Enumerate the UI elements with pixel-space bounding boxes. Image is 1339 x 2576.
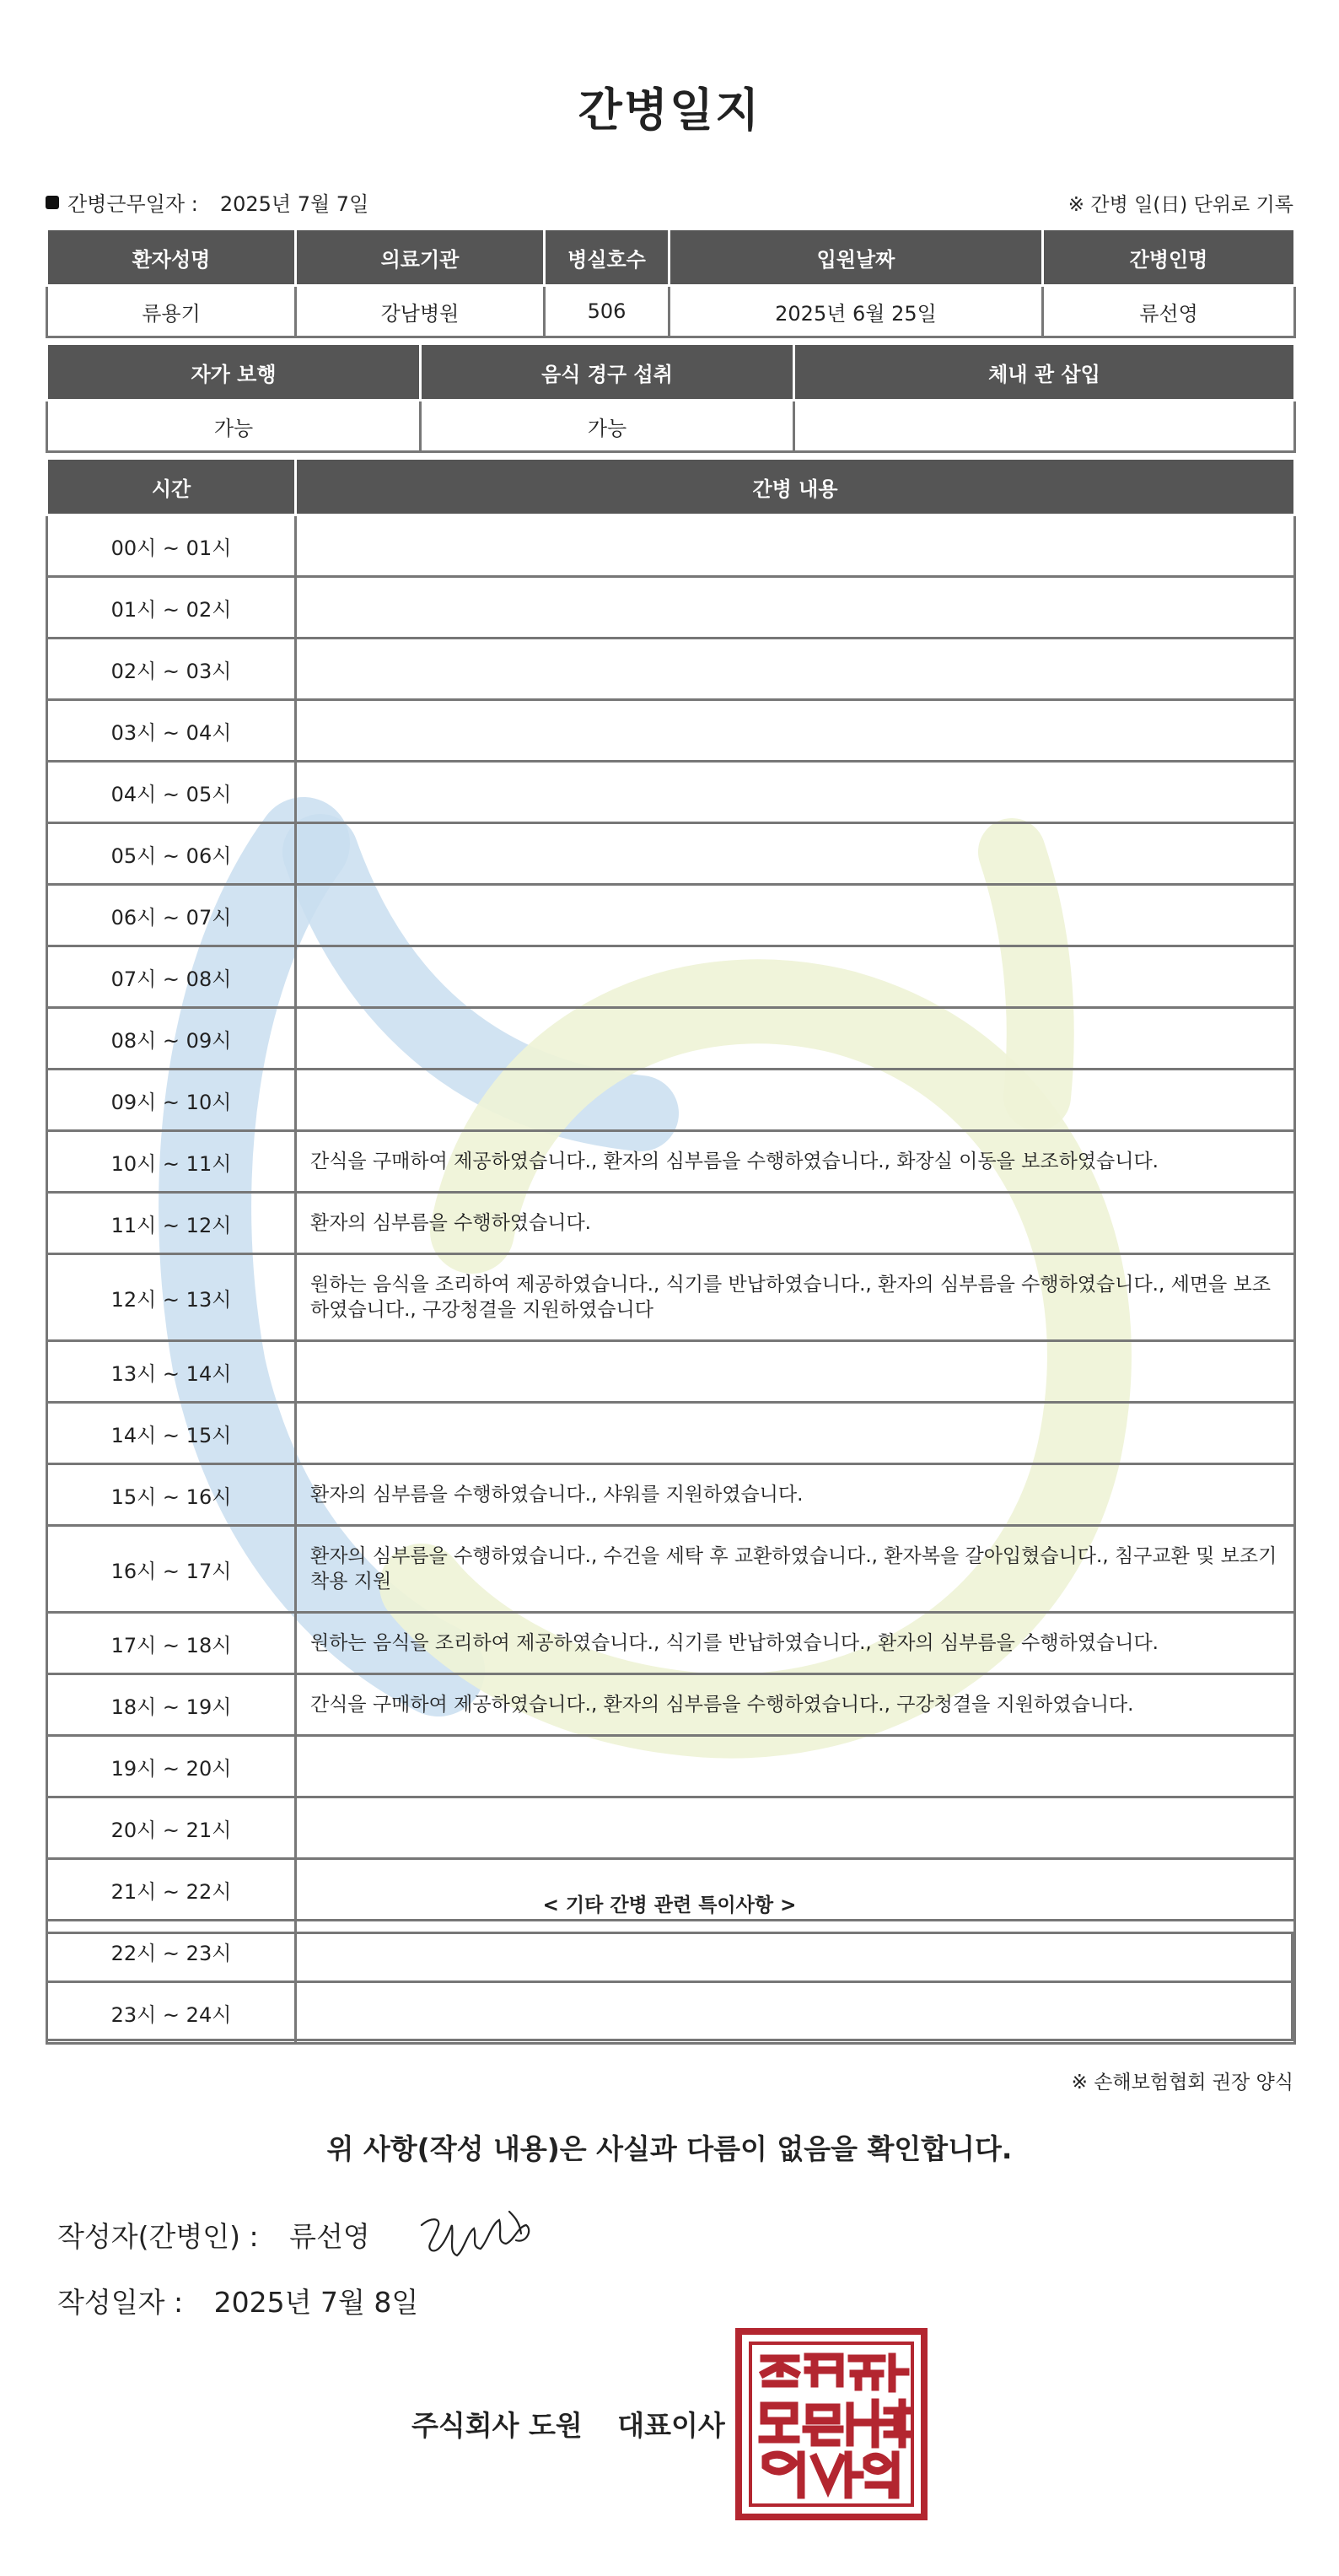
log-row bbox=[47, 639, 1295, 700]
log-row bbox=[47, 885, 1295, 946]
log-time: 18시 ~ 19시 bbox=[47, 1674, 296, 1736]
header-room: 병실호수 bbox=[545, 229, 670, 286]
caregiver-name: 류선영 bbox=[1043, 286, 1295, 337]
company-line bbox=[411, 2404, 725, 2444]
seal-pattern bbox=[747, 2340, 916, 2509]
log-row bbox=[47, 946, 1295, 1008]
log-content: 간식을 구매하여 제공하였습니다., 환자의 심부름을 수행하였습니다., 구강청결을 지원하였습니다. bbox=[296, 1674, 1295, 1736]
log-time: 10시 ~ 11시 bbox=[47, 1131, 296, 1193]
log-content bbox=[296, 762, 1295, 823]
oral-intake-value: 가능 bbox=[421, 401, 794, 452]
log-row bbox=[47, 1070, 1295, 1131]
log-row bbox=[47, 823, 1295, 885]
header-admission-date: 입원날짜 bbox=[670, 229, 1043, 286]
log-row bbox=[47, 1797, 1295, 1859]
header-oral-intake: 음식 경구 섭취 bbox=[421, 344, 794, 401]
log-content: 환자의 심부름을 수행하였습니다. bbox=[296, 1193, 1295, 1254]
log-row bbox=[47, 1736, 1295, 1797]
hospital: 강남병원 bbox=[296, 286, 545, 337]
work-date-label: 간병근무일자 : bbox=[67, 192, 198, 216]
log-content bbox=[296, 823, 1295, 885]
log-time: 17시 ~ 18시 bbox=[47, 1613, 296, 1674]
patient-name: 류용기 bbox=[47, 286, 296, 337]
company-title: 대표이사 bbox=[617, 2409, 725, 2442]
log-content: 환자의 심부름을 수행하였습니다., 수건을 세탁 후 교환하였습니다., 환자복을 갈아입혔습니다., 침구교환 및 보조기 착용 지원 bbox=[296, 1526, 1295, 1613]
header-tube-insertion: 체내 관 삽입 bbox=[794, 344, 1295, 401]
log-time: 12시 ~ 13시 bbox=[47, 1254, 296, 1341]
written-date-line bbox=[57, 2281, 418, 2320]
log-content: 환자의 심부름을 수행하였습니다., 샤워를 지원하였습니다. bbox=[296, 1464, 1295, 1526]
writer-label: 작성자(간병인) : bbox=[57, 2220, 259, 2253]
log-content bbox=[296, 577, 1295, 639]
log-time: 01시 ~ 02시 bbox=[47, 577, 296, 639]
admission-date: 2025년 6월 25일 bbox=[670, 286, 1043, 337]
log-row bbox=[47, 577, 1295, 639]
log-time: 09시 ~ 10시 bbox=[47, 1070, 296, 1131]
document-title: 간병일지 bbox=[578, 84, 761, 137]
log-row bbox=[47, 700, 1295, 762]
signature-image bbox=[415, 2200, 550, 2267]
patient-info-table bbox=[46, 228, 1296, 338]
log-content bbox=[296, 515, 1295, 577]
written-date-label: 작성일자 : bbox=[57, 2286, 184, 2319]
log-time: 03시 ~ 04시 bbox=[47, 700, 296, 762]
log-time: 16시 ~ 17시 bbox=[47, 1526, 296, 1613]
log-time: 15시 ~ 16시 bbox=[47, 1464, 296, 1526]
form-note: ※ 손해보험협회 권장 양식 bbox=[1071, 2072, 1293, 2094]
written-date-value: 2025년 7월 8일 bbox=[213, 2286, 419, 2319]
memo-title: < 기타 간병 관련 특이사항 > bbox=[542, 1894, 797, 1916]
log-content bbox=[296, 639, 1295, 700]
log-time: 07시 ~ 08시 bbox=[47, 946, 296, 1008]
header-caregiver: 간병인명 bbox=[1043, 229, 1295, 286]
log-row bbox=[47, 1613, 1295, 1674]
log-content bbox=[296, 885, 1295, 946]
log-content bbox=[296, 1736, 1295, 1797]
work-date bbox=[46, 187, 368, 217]
log-time: 22시 ~ 23시 bbox=[47, 1921, 296, 1982]
log-content: 간식을 구매하여 제공하였습니다., 환자의 심부름을 수행하였습니다., 화장실 이동을 보조하였습니다. bbox=[296, 1131, 1295, 1193]
header-hospital: 의료기관 bbox=[296, 229, 545, 286]
log-row bbox=[47, 1464, 1295, 1526]
log-time: 06시 ~ 07시 bbox=[47, 885, 296, 946]
company-seal-stamp bbox=[735, 2328, 928, 2520]
log-content: 원하는 음식을 조리하여 제공하였습니다., 식기를 반납하였습니다., 환자의 심부름을 수행하였습니다., 세면을 보조하였습니다., 구강청결을 지원하였습니다 bbox=[296, 1254, 1295, 1341]
log-content: 원하는 음식을 조리하여 제공하였습니다., 식기를 반납하였습니다., 환자의 심부름을 수행하였습니다. bbox=[296, 1613, 1295, 1674]
tube-insertion-value bbox=[794, 401, 1295, 452]
log-content bbox=[296, 1070, 1295, 1131]
log-time: 02시 ~ 03시 bbox=[47, 639, 296, 700]
log-time: 11시 ~ 12시 bbox=[47, 1193, 296, 1254]
log-time: 05시 ~ 06시 bbox=[47, 823, 296, 885]
log-row bbox=[47, 1254, 1295, 1341]
header-patient-name: 환자성명 bbox=[47, 229, 296, 286]
log-row bbox=[47, 515, 1295, 577]
log-time: 14시 ~ 15시 bbox=[47, 1403, 296, 1464]
log-time: 19시 ~ 20시 bbox=[47, 1736, 296, 1797]
confirmation-text: 위 사항(작성 내용)은 사실과 다름이 없음을 확인합니다. bbox=[326, 2132, 1013, 2165]
writer-name: 류선영 bbox=[289, 2220, 370, 2253]
company-name: 주식회사 도원 bbox=[411, 2409, 583, 2442]
work-date-value: 2025년 7월 7일 bbox=[219, 192, 369, 216]
header-time: 시간 bbox=[47, 459, 296, 515]
log-row bbox=[47, 1008, 1295, 1070]
header-self-walking: 자가 보행 bbox=[47, 344, 421, 401]
memo-box bbox=[46, 1932, 1293, 2041]
bullet-square-icon bbox=[46, 196, 59, 209]
log-content bbox=[296, 1008, 1295, 1070]
log-time: 20시 ~ 21시 bbox=[47, 1797, 296, 1859]
log-content bbox=[296, 1403, 1295, 1464]
log-time: 00시 ~ 01시 bbox=[47, 515, 296, 577]
log-row bbox=[47, 1341, 1295, 1403]
log-content bbox=[296, 946, 1295, 1008]
log-content bbox=[296, 700, 1295, 762]
log-time: 13시 ~ 14시 bbox=[47, 1341, 296, 1403]
log-row bbox=[47, 1193, 1295, 1254]
log-content bbox=[296, 1797, 1295, 1859]
log-row bbox=[47, 1403, 1295, 1464]
log-row bbox=[47, 1674, 1295, 1736]
header-care-content: 간병 내용 bbox=[296, 459, 1295, 515]
log-row bbox=[47, 1131, 1295, 1193]
daily-note: ※ 간병 일(日) 단위로 기록 bbox=[1067, 194, 1293, 216]
log-row bbox=[47, 762, 1295, 823]
room-number: 506 bbox=[545, 286, 670, 337]
log-time: 21시 ~ 22시 bbox=[47, 1859, 296, 1921]
log-row bbox=[47, 1526, 1295, 1613]
log-time: 08시 ~ 09시 bbox=[47, 1008, 296, 1070]
care-log-table bbox=[46, 457, 1296, 2045]
log-time: 23시 ~ 24시 bbox=[47, 1982, 296, 2044]
self-walking-value: 가능 bbox=[47, 401, 421, 452]
log-time: 04시 ~ 05시 bbox=[47, 762, 296, 823]
patient-status-table bbox=[46, 342, 1296, 453]
log-content bbox=[296, 1341, 1295, 1403]
writer-line bbox=[57, 2215, 370, 2255]
